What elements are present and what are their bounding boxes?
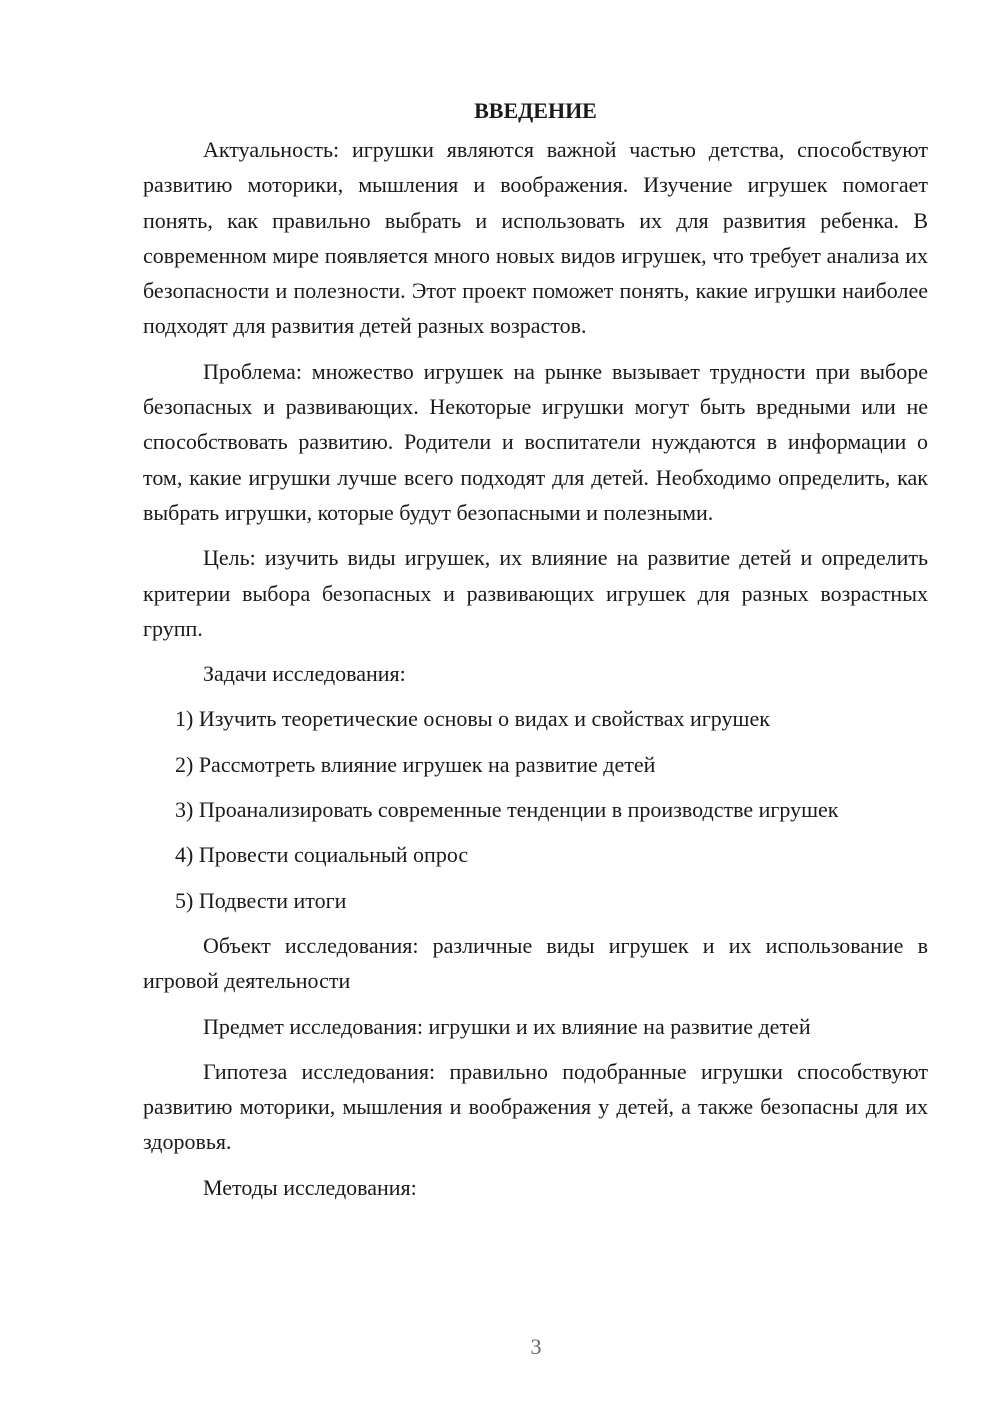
- section-title: ВВЕДЕНИЕ: [474, 98, 597, 123]
- relevance-paragraph: Актуальность: игрушки являются важной частью детства, способствуют развитию моторики, мышления и воображения. Изучение игрушек помогает понять, как правильно выбрать и использовать их для развития ребенка. В современном мире появляется много новых видов игрушек, что требует анализа их безопасности и полезности. Этот проект поможет понять, какие игрушки наиболее подходят для развития детей разных возрастов.: [143, 137, 928, 339]
- tasks-heading: Задачи исследования:: [203, 661, 406, 687]
- task-item: 3) Проанализировать современные тенденции в производстве игрушек: [175, 797, 839, 823]
- page-number: 3: [530, 1334, 542, 1359]
- tasks-list: [143, 701, 928, 917]
- methods-heading: Методы исследования:: [203, 1174, 417, 1200]
- subject-paragraph: Предмет исследования: игрушки и их влияние на развитие детей: [203, 1013, 811, 1039]
- task-item: 1) Изучить теоретические основы о видах и свойствах игрушек: [175, 706, 770, 732]
- goal-paragraph: Цель: изучить виды игрушек, их влияние на развитие детей и определить критерии выбора безопасных и развивающих игрушек для разных возрастных групп.: [143, 545, 928, 641]
- task-item: 2) Рассмотреть влияние игрушек на развитие детей: [175, 751, 656, 777]
- object-paragraph: Объект исследования: различные виды игрушек и их использование в игровой деятельности: [143, 932, 928, 994]
- task-item: 5) Подвести итоги: [175, 887, 347, 913]
- hypothesis-paragraph: Гипотеза исследования: правильно подобранные игрушки способствуют развитию моторики, мышления и воображения у детей, а также безопасны для их здоровья.: [143, 1058, 928, 1155]
- task-item: 4) Провести социальный опрос: [175, 842, 469, 868]
- problem-paragraph: Проблема: множество игрушек на рынке вызывает трудности при выборе безопасных и развивающих. Некоторые игрушки могут быть вредными или не способствовать развитию. Родители и воспитатели нуждаются в информации о том, какие игрушки лучше всего подходят для детей. Необходимо определить, как выбрать игрушки, которые будут безопасными и полезными.: [143, 358, 928, 525]
- page-body: [143, 96, 928, 1215]
